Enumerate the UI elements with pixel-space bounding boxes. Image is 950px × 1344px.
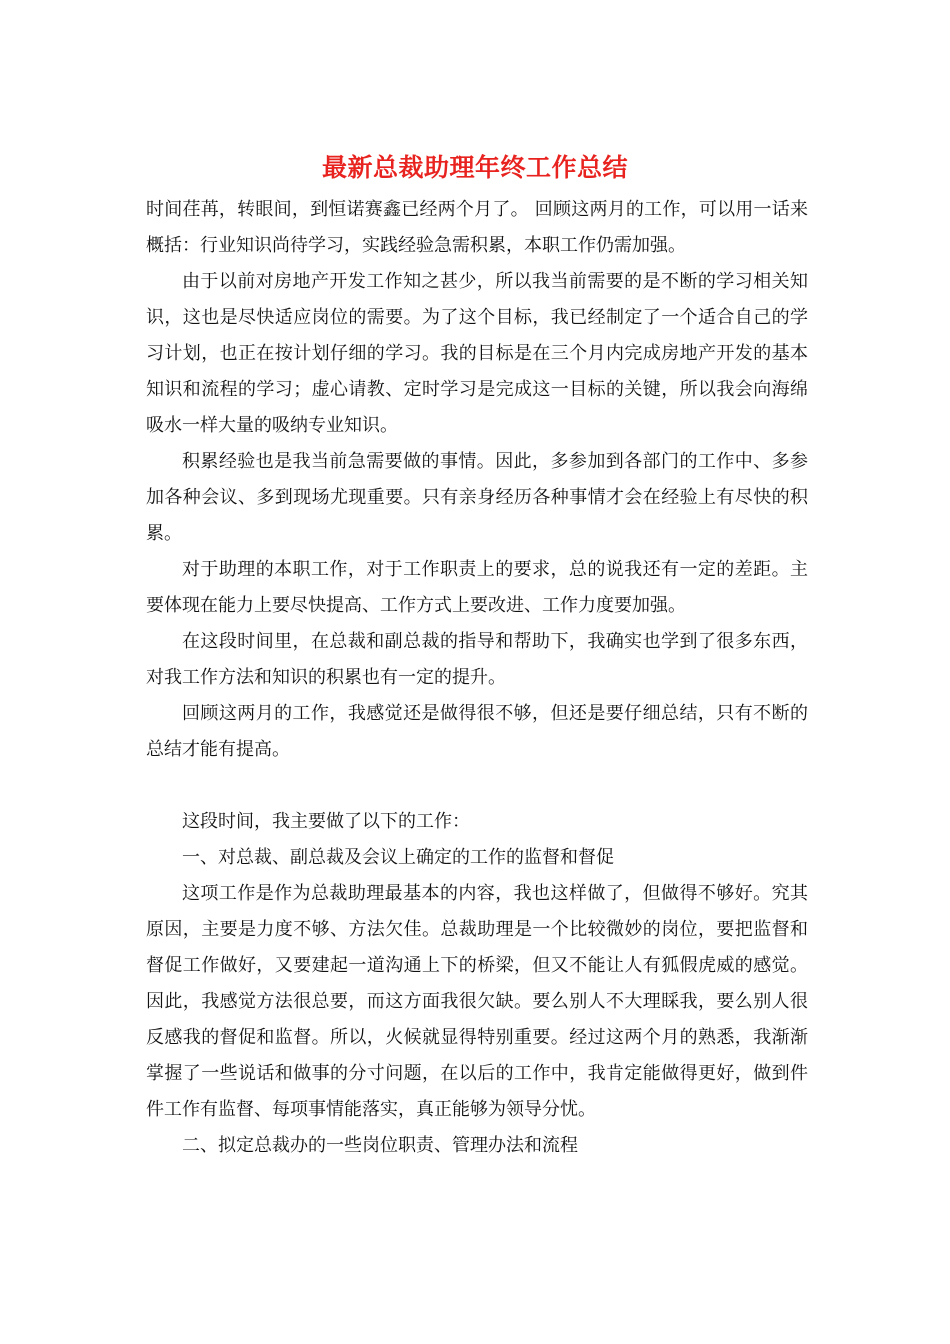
document-body [146,192,808,1164]
paragraph-review: 回顾这两月的工作，我感觉还是做得很不够，但还是要仔细总结，只有不断的总结才能有提高。 [146,703,808,760]
paragraph-work-intro: 这段时间，我主要做了以下的工作： [182,811,470,832]
section-heading-2: 二、拟定总裁办的一些岗位职责、管理办法和流程 [182,1135,578,1156]
paragraph-duties: 对于助理的本职工作，对于工作职责上的要求，总的说我还有一定的差距。主要体现在能力上要尽快提高、工作方式上要改进、工作力度要加强。 [146,559,808,616]
document-title: 最新总裁助理年终工作总结 [321,153,628,182]
paragraph-intro: 时间荏苒，转眼间，到恒诺赛鑫已经两个月了。 回顾这两月的工作，可以用一话来概括：行业知识尚待学习，实践经验急需积累，本职工作仍需加强。 [146,199,808,256]
paragraph-spacer [146,768,808,804]
paragraph-supervision: 这项工作是作为总裁助理最基本的内容，我也这样做了，但做得不够好。究其原因，主要是力度不够、方法欠佳。总裁助理是一个比较微妙的岗位，要把监督和督促工作做好，又要建起一道沟通上下的桥梁，但又不能让人有狐假虎威的感觉。因此，我感觉方法很总要，而这方面我很欠缺。要么别人不大理睬我，要么别人很反感我的督促和监督。所以，火候就显得特别重要。经过这两个月的熟悉，我渐渐掌握了一些说话和做事的分寸问题，在以后的工作中，我肯定能做得更好，做到件件工作有监督、每项事情能落实，真正能够为领导分忧。 [146,883,808,1120]
paragraph-learning: 由于以前对房地产开发工作知之甚少，所以我当前需要的是不断的学习相关知识，这也是尽快适应岗位的需要。为了这个目标，我已经制定了一个适合自己的学习计划，也正在按计划仔细的学习。我的目标是在三个月内完成房地产开发的基本知识和流程的学习；虚心请教、定时学习是完成这一目标的关键，所以我会向海绵吸水一样大量的吸纳专业知识。 [146,271,808,436]
paragraph-experience: 积累经验也是我当前急需要做的事情。因此，多参加到各部门的工作中、多参加各种会议、多到现场尤现重要。只有亲身经历各种事情才会在经验上有尽快的积累。 [146,451,808,544]
section-heading-1: 一、对总裁、副总裁及会议上确定的工作的监督和督促 [182,847,614,868]
paragraph-guidance: 在这段时间里，在总裁和副总裁的指导和帮助下，我确实也学到了很多东西，对我工作方法和知识的积累也有一定的提升。 [146,631,808,688]
